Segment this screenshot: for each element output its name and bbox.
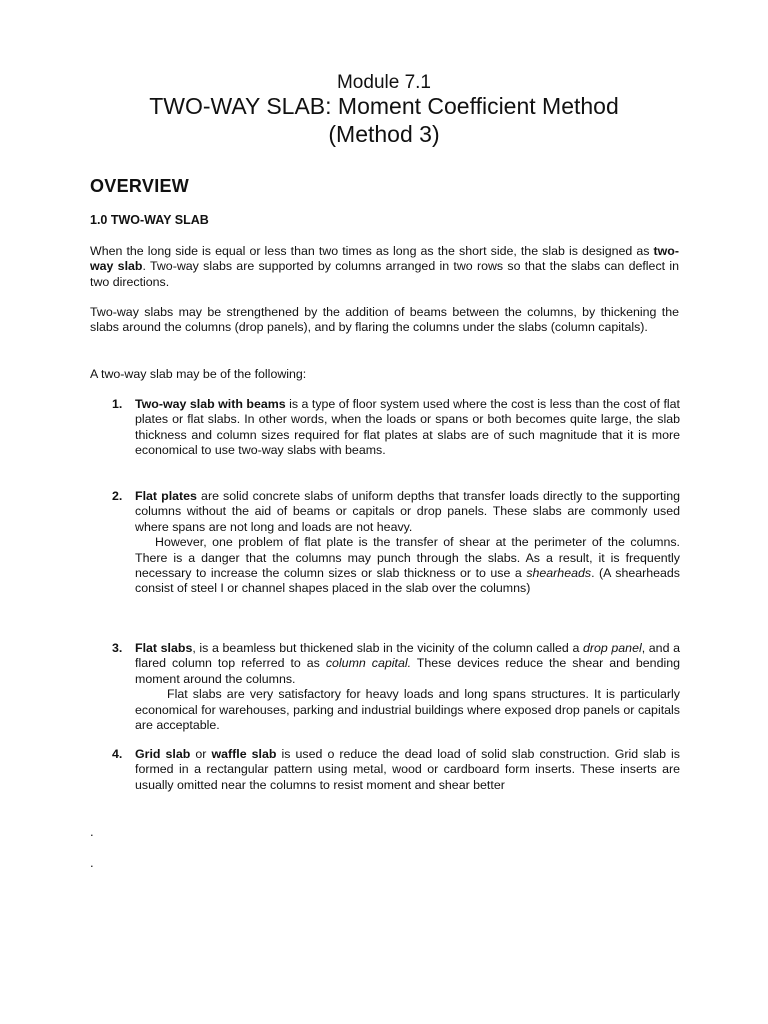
item3-text-a: , is a beamless but thickened slab in the vicinity of the column called a — [192, 641, 583, 655]
list-number: 4. — [112, 747, 123, 761]
item1-text: is a type of floor system used where the cost is less than the cost of flat plates or flat slabs. In other words, when the loads or spans or both becomes quite large, the slab thickness and column sizes required for flat plates at slabs are of such magnitude that it is more economical to use two-way slabs with beams. — [135, 397, 681, 458]
paragraph-1 — [90, 244, 679, 290]
item3-text-c: , and a flared column top referred to as — [135, 641, 680, 671]
stray-dot-2: . — [90, 855, 94, 870]
item3-term: Flat slabs — [135, 641, 193, 655]
title-line-1: TWO-WAY SLAB: Moment Coefficient Method — [149, 93, 619, 119]
item4-term-2: waffle slab — [211, 747, 277, 761]
item4-text: is used o reduce the dead load of solid slab construction. Grid slab is formed in a rectangular pattern using metal, wood or cardboard form inserts. These inserts are usually omitted near the columns to resist moment and shear better — [135, 747, 680, 792]
stray-dot-1: . — [90, 824, 94, 839]
item3-paragraph-2: Flat slabs are very satisfactory for heavy loads and long spans structures. It is particularly economical for warehouses, parking and industrial buildings where exposed drop panels or capitals are acceptable. — [135, 687, 680, 733]
item3-text-e: These devices reduce the shear and bending moment around the columns. — [135, 656, 680, 686]
module-label: Module 7.1 — [336, 72, 431, 93]
item1-term: Two-way slab with beams — [135, 397, 286, 411]
item2-p2-italic: shearheads — [526, 566, 592, 581]
list-number: 1. — [112, 397, 123, 411]
overview-heading: OVERVIEW — [90, 176, 190, 196]
item2-term: Flat plates — [135, 489, 197, 503]
list-item-1 — [112, 397, 680, 459]
p1-text-a: When the long side is equal or less than two times as long as the short side, the slab is designed as — [90, 244, 654, 258]
list-number: 2. — [112, 489, 123, 503]
item2-p2-text-c: . (A shearheads consist of steel I or channel shapes placed in the slab over the columns) — [135, 566, 681, 596]
item4-or: or — [190, 747, 212, 761]
list-item-3 — [112, 641, 680, 733]
p1-bold-term: two-way slab — [90, 244, 679, 274]
list-item-2 — [112, 489, 680, 597]
page-title — [60, 92, 708, 148]
item4-term-1: Grid slab — [135, 747, 191, 761]
item2-p2-text-a: However, one problem of flat plate is the transfer of shear at the perimeter of the columns. There is a danger that the columns may punch through the slabs. As a result, it is frequently necessary to increase the column sizes or slab thickness or to use a — [135, 535, 680, 581]
section-heading: 1.0 TWO-WAY SLAB — [90, 213, 209, 227]
paragraph-2: Two-way slabs may be strengthened by the addition of beams between the columns, by thickening the slabs around the columns (drop panels), and by flaring the columns under the slabs (column capitals). — [90, 305, 679, 335]
paragraph-3: A two-way slab may be of the following: — [90, 367, 307, 381]
item3-italic-drop-panel: drop panel — [582, 641, 642, 655]
item2-text: are solid concrete slabs of uniform depths that transfer loads directly to the supporting columns without the aid of beams or capitals or drop panels. These slabs are commonly used where spans are not long and loads are not heavy. — [135, 489, 680, 534]
list-item-4 — [112, 747, 680, 793]
list-number: 3. — [112, 641, 123, 655]
p1-text-c: . Two-way slabs are supported by columns arranged in two rows so that the slabs can deflect in two directions. — [90, 259, 680, 289]
item3-italic-column-capital: column capital. — [325, 656, 412, 671]
title-line-2: (Method 3) — [328, 121, 440, 147]
